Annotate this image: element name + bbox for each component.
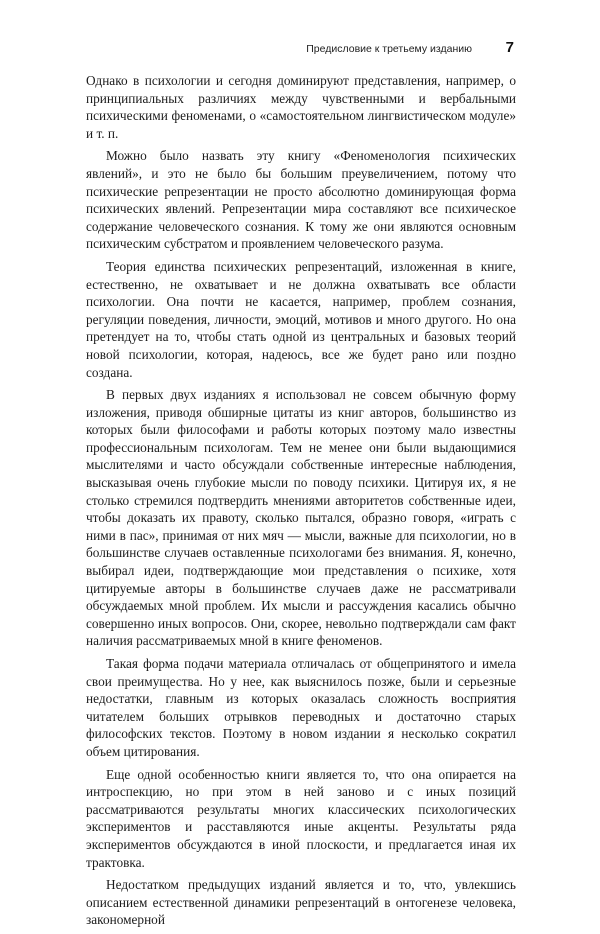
paragraph: Однако в психологии и сегодня доминируют представления, например, о принципиальных различиях между чувственными и вербальными психическими феноменами, о «самостоятельном лингвистическом модуле» и т. п. <box>86 73 516 141</box>
paragraph: Можно было назвать эту книгу «Феноменология психических явлений», и это не было бы большим преувеличением, потому что психические репрезентации не просто абсолютно доминирующая форма психических явлений. Репрезентации мира составляют все психическое содержание человеческого сознания. К тому же они являются основным психическим субстратом и проявлением человеческого разума. <box>86 148 516 252</box>
paragraph: Такая форма подачи материала отличалась от общепринятого и имела свои преимущества. Но у нее, как выяснилось позже, были и серьезные недостатки, главным из которых оказалась сложность восприятия читателем больших отрывков переводных и достаточно старых философских текстов. Поэтому в новом издании я несколько сократил объем цитирования. <box>86 656 516 759</box>
header-title: Предисловие к третьему изданию <box>306 43 472 55</box>
paragraph: Еще одной особенностью книги является то, что она опирается на интроспекцию, но при этом в ней заново и с иных позиций рассматриваются результаты многих классических психологических экспериментов и расставляются иные акценты. Результаты ряда экспериментов обсуждаются в иной плоскости, и предлагается иная их трактовка. <box>86 766 516 870</box>
paragraph: В первых двух изданиях я использовал не совсем обычную форму изложения, приводя обширные цитаты из книг авторов, большинство из которых были философами и работы которых поэтому мало известны профессиональным психологам. Тем не менее они были выдающимися мыслителями и часто обсуждали собственные интересные наблюдения, высказывая очень глубокие мысли по поводу психики. Цитируя их, я не столько стремился подтвердить мнениями авторитетов собственные идеи, чтобы доказать их правоту, сколько пытался, образно говоря, «играть с ними в пас», принимая от них мяч — мысли, важные для психологии, но в большинстве случаев оставленные психологами без внимания. Я, конечно, выбирал идеи, подтверждающие мои представления о психике, хотя цитируемые авторы в большинстве случаев даже не рассматривали обсуждаемых мной проблем. Их мысли и рассуждения касались обычно совершенно иных вопросов. Они, скорее, невольно подтверждали сам факт наличия рассматриваемых мной в книге феноменов. <box>86 387 516 649</box>
paragraph: Теория единства психических репрезентаций, изложенная в книге, естественно, не охватывает и не должна охватывать все области психологии. Она почти не касается, например, проблем сознания, регуляции поведения, личности, эмоций, мотивов и много другого. Но она претендует на то, чтобы стать одной из центральных и базовых теорий новой психологии, которая, надеюсь, все же будет рано или поздно создана. <box>86 258 516 380</box>
body-text <box>86 72 516 934</box>
running-head <box>86 40 514 60</box>
page-number: 7 <box>505 39 514 56</box>
paragraph: Недостатком предыдущих изданий является и то, что, увлекшись описанием естественной динамики репрезентаций в онтогенезе человека, закономерной <box>86 877 516 928</box>
